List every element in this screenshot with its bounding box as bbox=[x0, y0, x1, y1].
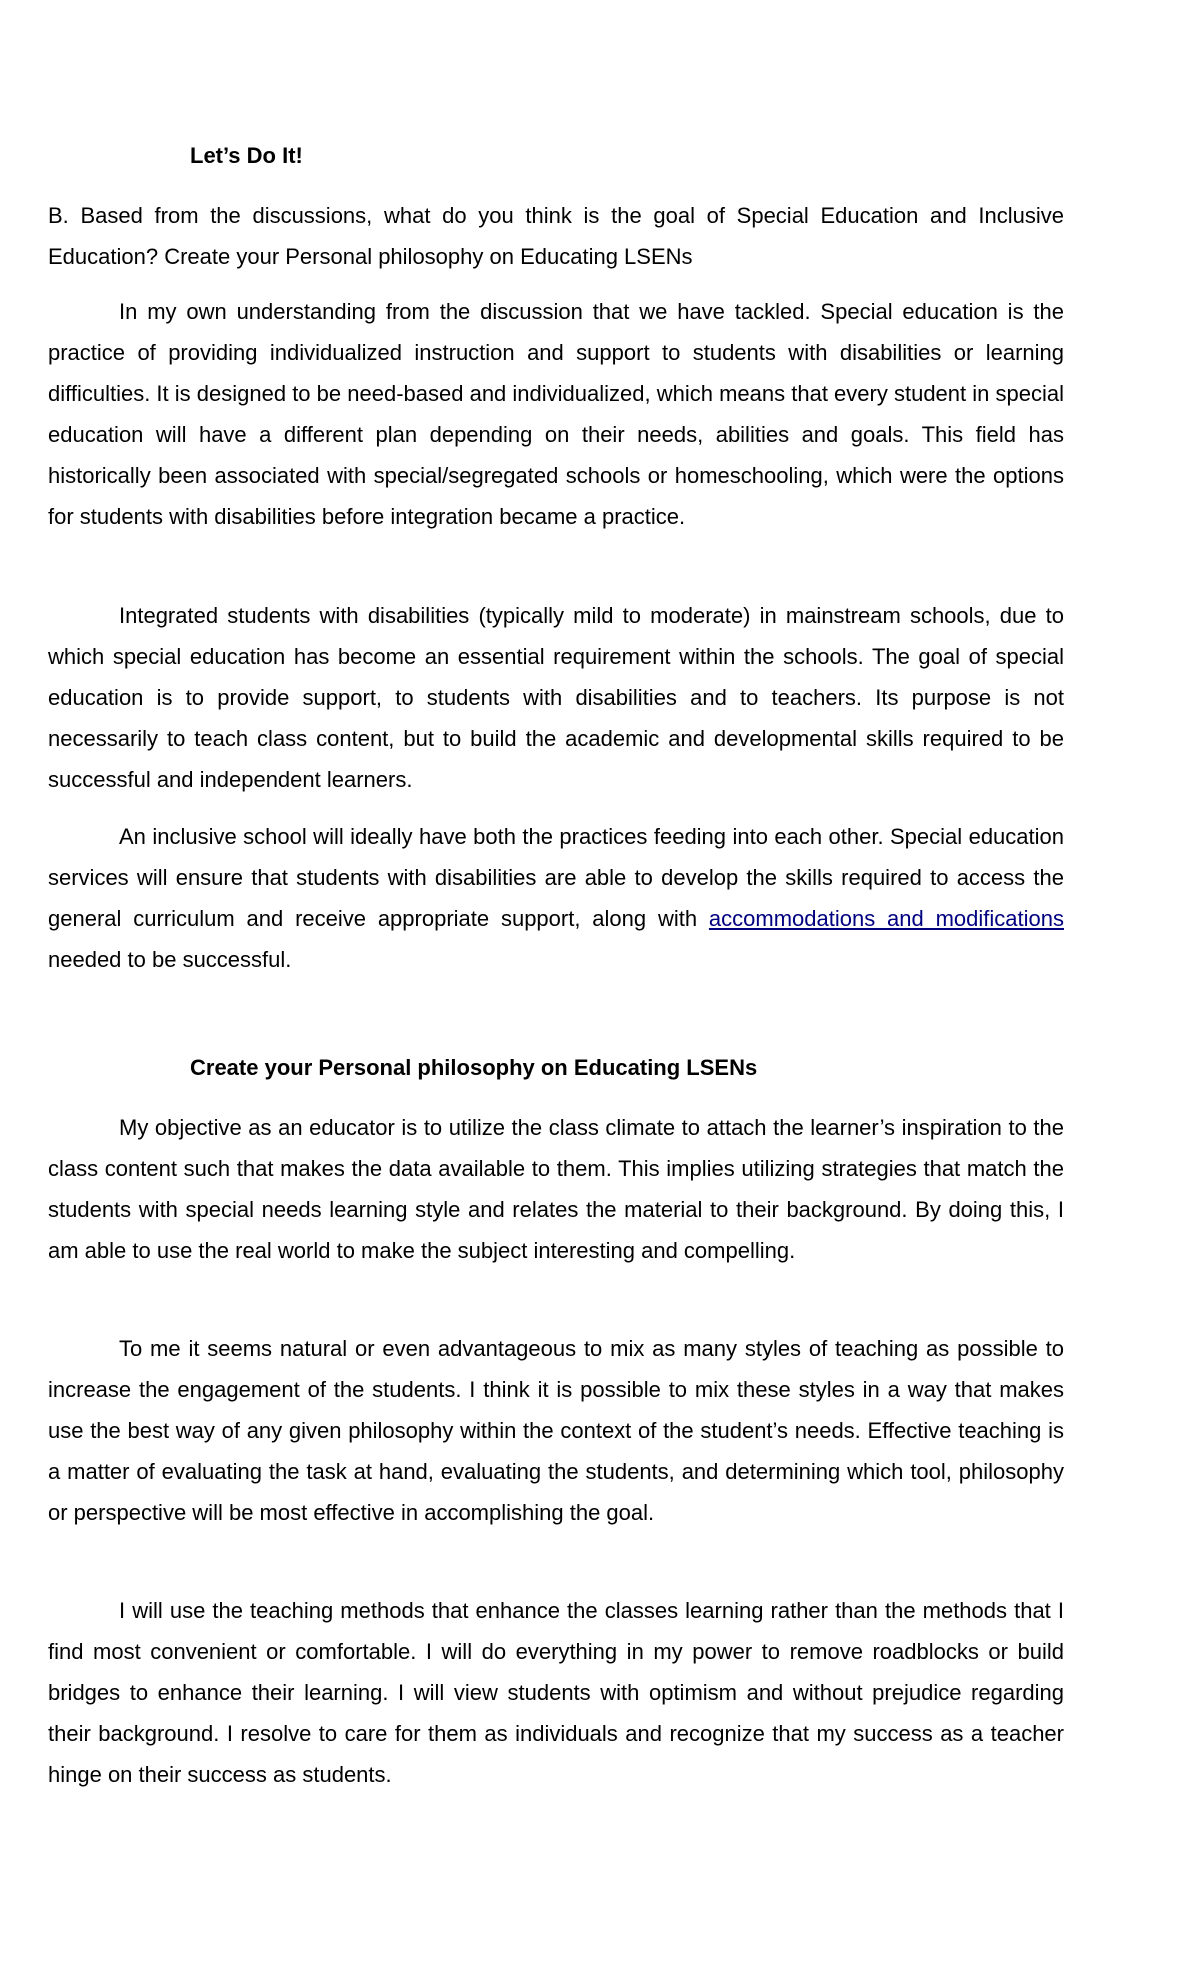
paragraph-teaching-methods: I will use the teaching methods that enhance the classes learning rather than the methods that I find most convenient or comfortable. I will do everything in my power to remove roadblocks or build bridges to enhance their learning. I will view students with optimism and without prejudice regarding their background. I resolve to care for them as individuals and recognize that my success as a teacher hinge on their success as students. bbox=[48, 1598, 1064, 1787]
section-subheading: Create your Personal philosophy on Educating LSENs bbox=[190, 1055, 758, 1080]
paragraph-integration: Integrated students with disabilities (typically mild to moderate) in mainstream schools, due to which special education has become an essential requirement within the schools. The goal of special education is to provide support, to students with disabilities and to teachers. Its purpose is not necessarily to teach class content, but to build the academic and developmental skills required to be successful and independent learners. bbox=[48, 603, 1064, 792]
paragraph-inclusive-school bbox=[48, 816, 1064, 980]
paragraph-teaching-styles: To me it seems natural or even advantageous to mix as many styles of teaching as possible to increase the engagement of the students. I think it is possible to mix these styles in a way that makes use the best way of any given philosophy within the context of the student’s needs. Effective teaching is a matter of evaluating the task at hand, evaluating the students, and determining which tool, philosophy or perspective will be most effective in accomplishing the goal. bbox=[48, 1336, 1064, 1525]
paragraph-inclusive-text-end: needed to be successful. bbox=[48, 947, 292, 972]
accommodations-link[interactable]: accommodations and modifications bbox=[708, 906, 1064, 931]
paragraph-inclusive-text: An inclusive school will ideally have both the practices feeding into each other. Special education services will ensure that students with disabilities are able to develop the skills required to access the general curriculum and receive appropriate support, along with bbox=[48, 824, 1064, 931]
page-title: Let’s Do It! bbox=[190, 143, 303, 168]
paragraph-objective: My objective as an educator is to utilize the class climate to attach the learner’s inspiration to the class content such that makes the data available to them. This implies utilizing strategies that match the students with special needs learning style and relates the material to their background. By doing this, I am able to use the real world to make the subject interesting and compelling. bbox=[48, 1115, 1064, 1263]
question-paragraph: B. Based from the discussions, what do you think is the goal of Special Education and Inclusive Education? Create your Personal philosophy on Educating LSENs bbox=[48, 203, 1064, 269]
paragraph-special-education: In my own understanding from the discussion that we have tackled. Special education is the practice of providing individualized instruction and support to students with disabilities or learning difficulties. It is designed to be need-based and individualized, which means that every student in special education will have a different plan depending on their needs, abilities and goals. This field has historically been associated with special/segregated schools or homeschooling, which were the options for students with disabilities before integration became a practice. bbox=[48, 299, 1064, 529]
